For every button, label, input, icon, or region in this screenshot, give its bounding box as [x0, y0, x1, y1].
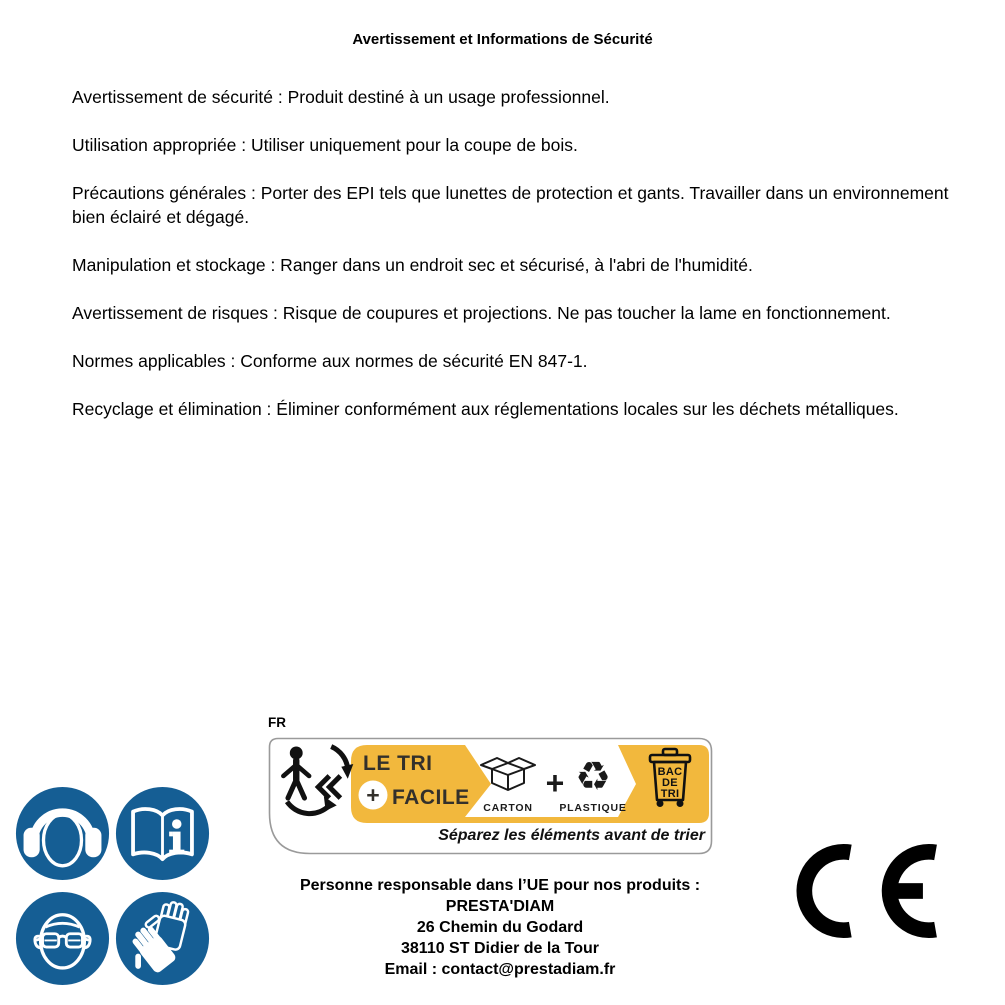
- address-city: 38110 ST Didier de la Tour: [401, 940, 599, 957]
- paragraph-utilisation-appropriee: Utilisation appropriée : Utiliser uniquement pour la coupe de bois.: [72, 135, 578, 155]
- material-carton-label: CARTON: [483, 802, 533, 814]
- ce-letter-e-bar: [893, 883, 923, 899]
- paragraph-recyclage-elimination: Recyclage et élimination : Éliminer conformément aux réglementations locales sur les déchets métalliques.: [72, 399, 899, 419]
- tri-facile-recycling-label: [268, 737, 713, 855]
- country-code-label: FR: [268, 715, 286, 730]
- paragraph-manipulation-stockage: Manipulation et stockage : Ranger dans un endroit sec et sécurisé, à l'abri de l'humidité.: [72, 255, 753, 275]
- bin-text-bac: BAC: [657, 766, 683, 778]
- safety-paragraphs: [72, 85, 952, 445]
- contact-email: Email : contact@prestadiam.fr: [384, 961, 616, 978]
- materials-plus: +: [545, 765, 565, 801]
- plastic-recycling-icon: ♻: [575, 755, 611, 799]
- paragraph-avertissement-risques: Avertissement de risques : Risque de coupures et projections. Ne pas toucher la lame en fonctionnement.: [72, 303, 891, 323]
- paragraph-avertissement-securite: Avertissement de sécurité : Produit destiné à un usage professionnel.: [72, 87, 610, 107]
- company-name: PRESTA'DIAM: [445, 898, 555, 915]
- label-tagline: Séparez les éléments avant de trier: [438, 827, 705, 844]
- page-title: Avertissement et Informations de Sécurité: [352, 31, 653, 48]
- address-street: 26 Chemin du Godard: [416, 919, 584, 936]
- responsible-person-block: [150, 875, 850, 980]
- read-instructions-icon: [115, 786, 210, 881]
- headline-le-tri: LE TRI: [363, 752, 433, 775]
- bin-text-tri: TRI: [660, 788, 680, 800]
- ce-letter-c: [804, 852, 850, 930]
- responsible-title: Personne responsable dans l’UE pour nos produits :: [299, 877, 701, 894]
- headline-facile: FACILE: [392, 786, 470, 809]
- ce-marking-logo: [796, 842, 944, 940]
- plus-badge: +: [366, 782, 380, 808]
- material-plastique-label: PLASTIQUE: [559, 802, 627, 814]
- eye-protection-icon: [15, 891, 110, 986]
- paragraph-normes-applicables: Normes applicables : Conforme aux normes de sécurité EN 847-1.: [72, 351, 588, 371]
- paragraph-precautions-generales: Précautions générales : Porter des EPI tels que lunettes de protection et gants. Travailler dans un environnement bien éclairé et dégagé.: [72, 183, 949, 227]
- ear-protection-icon: [15, 786, 110, 881]
- bin-text-de: DE: [662, 777, 678, 789]
